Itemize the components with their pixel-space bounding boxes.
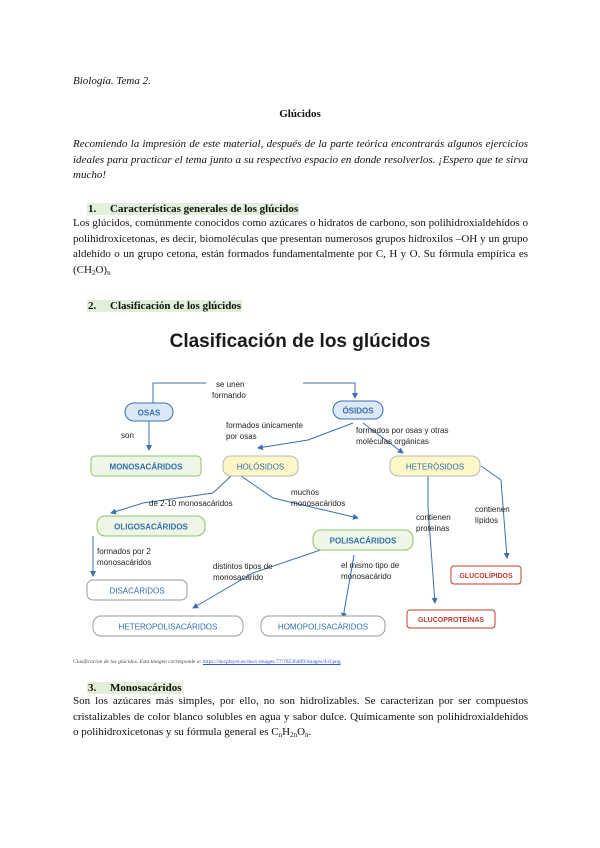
label-formados2-2: monosacáridos bbox=[97, 558, 152, 567]
section-number: 3. bbox=[88, 682, 97, 694]
label-se-unen: se unen bbox=[216, 380, 245, 389]
document-title: Glúcidos bbox=[279, 108, 321, 120]
label-osas-otras-2: moléculas orgánicas bbox=[356, 437, 429, 446]
node-homopolisacaridos bbox=[261, 616, 385, 636]
label-son: son bbox=[121, 431, 134, 440]
node-polisacaridos bbox=[313, 530, 413, 550]
node-osas bbox=[125, 403, 173, 421]
svg-text:DISACÁRIDOS: DISACÁRIDOS bbox=[109, 586, 165, 596]
caption-link[interactable]: https://docplayer.es/docs-images/77/76536409/images/4-0.png bbox=[202, 659, 341, 665]
svg-text:ÓSIDOS: ÓSIDOS bbox=[342, 406, 374, 416]
svg-text:OLIGOSACÁRIDOS: OLIGOSACÁRIDOS bbox=[114, 522, 188, 532]
svg-text:OSAS: OSAS bbox=[137, 408, 161, 418]
label-muchos-1: muchos bbox=[291, 488, 320, 497]
svg-text:MONOSACÁRIDOS: MONOSACÁRIDOS bbox=[109, 462, 183, 472]
svg-text:GLUCOLÍPIDOS: GLUCOLÍPIDOS bbox=[459, 573, 513, 580]
section-number: 2. bbox=[88, 300, 97, 312]
node-osidos bbox=[333, 401, 383, 419]
svg-text:HOLÓSIDOS: HOLÓSIDOS bbox=[236, 462, 285, 472]
node-disacaridos bbox=[87, 580, 187, 600]
label-contienen-prot-1: contienen bbox=[416, 513, 451, 522]
node-holosidos bbox=[223, 456, 298, 476]
section1-text: Los glúcidos, comúnmente conocidos como azúcares o hidratos de carbono, son polihidroxialdehídos o polihidroxicetonas, es decir, biomoléculas que presentan numerosos grupos hidroxilos –OH y un grupo aldehído o un grupo cetona, están formados fundamentalmente por C, H y O. Su fórmula empírica es bbox=[73, 217, 528, 260]
node-heterosidos bbox=[390, 456, 480, 476]
section-title: Clasificación de los glúcidos bbox=[110, 300, 242, 312]
section3-paragraph bbox=[73, 694, 528, 744]
node-monosacaridos bbox=[91, 456, 201, 476]
section-heading-1 bbox=[73, 199, 528, 217]
node-glucolipidos bbox=[451, 566, 521, 584]
general-formula: $C_nH_{2n}O_n$. bbox=[271, 726, 312, 739]
label-mismo-1: el mismo tipo de bbox=[341, 561, 400, 570]
caption-text: Clasificación de los glúcidos. Esta imagen corresponde a: bbox=[73, 659, 202, 665]
node-oligosacaridos bbox=[97, 516, 205, 536]
node-glucoproteinas bbox=[407, 610, 495, 628]
node-heteropolisacaridos bbox=[93, 616, 243, 636]
section3-text: Son los azúcares más simples, por ello, no son hidrolizables. Se caracterizan por ser compuestos cristalizables de color blanco solubles en agua y sabor dulce. Químicamente son polihidroxialdehídos o polihidroxicetonas y su fórmula general es bbox=[73, 695, 528, 738]
diagram-title: Clasificación de los glúcidos bbox=[169, 331, 431, 352]
document-header: Biología. Tema 2. bbox=[73, 75, 151, 87]
section1-paragraph bbox=[73, 216, 528, 281]
classification-diagram bbox=[73, 318, 528, 653]
svg-text:HETEROPOLISACÁRIDOS: HETEROPOLISACÁRIDOS bbox=[118, 622, 218, 632]
intro-paragraph: Recomiendo la impresión de este material, después de la parte teórica encontrarás algunos ejercicios ideales para practicar el tema junto a su respectivo espacio en donde resolverlos. ¡Espero que te sirva mucho! bbox=[73, 138, 528, 181]
svg-text:HETERÓSIDOS: HETERÓSIDOS bbox=[405, 462, 465, 472]
image-caption bbox=[73, 659, 341, 665]
label-contienen-prot-2: proteínas bbox=[416, 524, 450, 533]
label-contienen-lip-2: lípidos bbox=[475, 516, 499, 525]
label-distintos-1: distintos tipos de bbox=[213, 562, 273, 571]
label-unicamente-2: por osas bbox=[226, 432, 257, 441]
label-muchos-2: monosacáridos bbox=[291, 499, 346, 508]
label-unicamente-1: formados únicamente bbox=[226, 421, 303, 430]
section-title: Monosacáridos bbox=[110, 682, 182, 694]
label-dos-diez: de 2-10 monosacáridos bbox=[149, 499, 233, 508]
section-heading-2 bbox=[73, 296, 528, 314]
svg-text:POLISACÁRIDOS: POLISACÁRIDOS bbox=[329, 536, 397, 546]
section-number: 1. bbox=[88, 203, 97, 215]
label-formados2-1: formados por 2 bbox=[97, 547, 151, 556]
label-osas-otras-1: formados por osas y otras bbox=[356, 426, 449, 435]
label-distintos-2: monosacárido bbox=[213, 573, 264, 582]
label-mismo-2: monosacárido bbox=[341, 572, 392, 581]
empirical-formula: $(CH_2O)_n$ bbox=[73, 263, 111, 277]
section-title: Características generales de los glúcidos bbox=[110, 203, 299, 215]
svg-text:GLUCOPROTEÍNAS: GLUCOPROTEÍNAS bbox=[417, 617, 485, 624]
label-formando: formando bbox=[212, 391, 246, 400]
label-contienen-lip-1: contienen bbox=[475, 505, 510, 514]
svg-text:HOMOPOLISACÁRIDOS: HOMOPOLISACÁRIDOS bbox=[277, 622, 369, 632]
